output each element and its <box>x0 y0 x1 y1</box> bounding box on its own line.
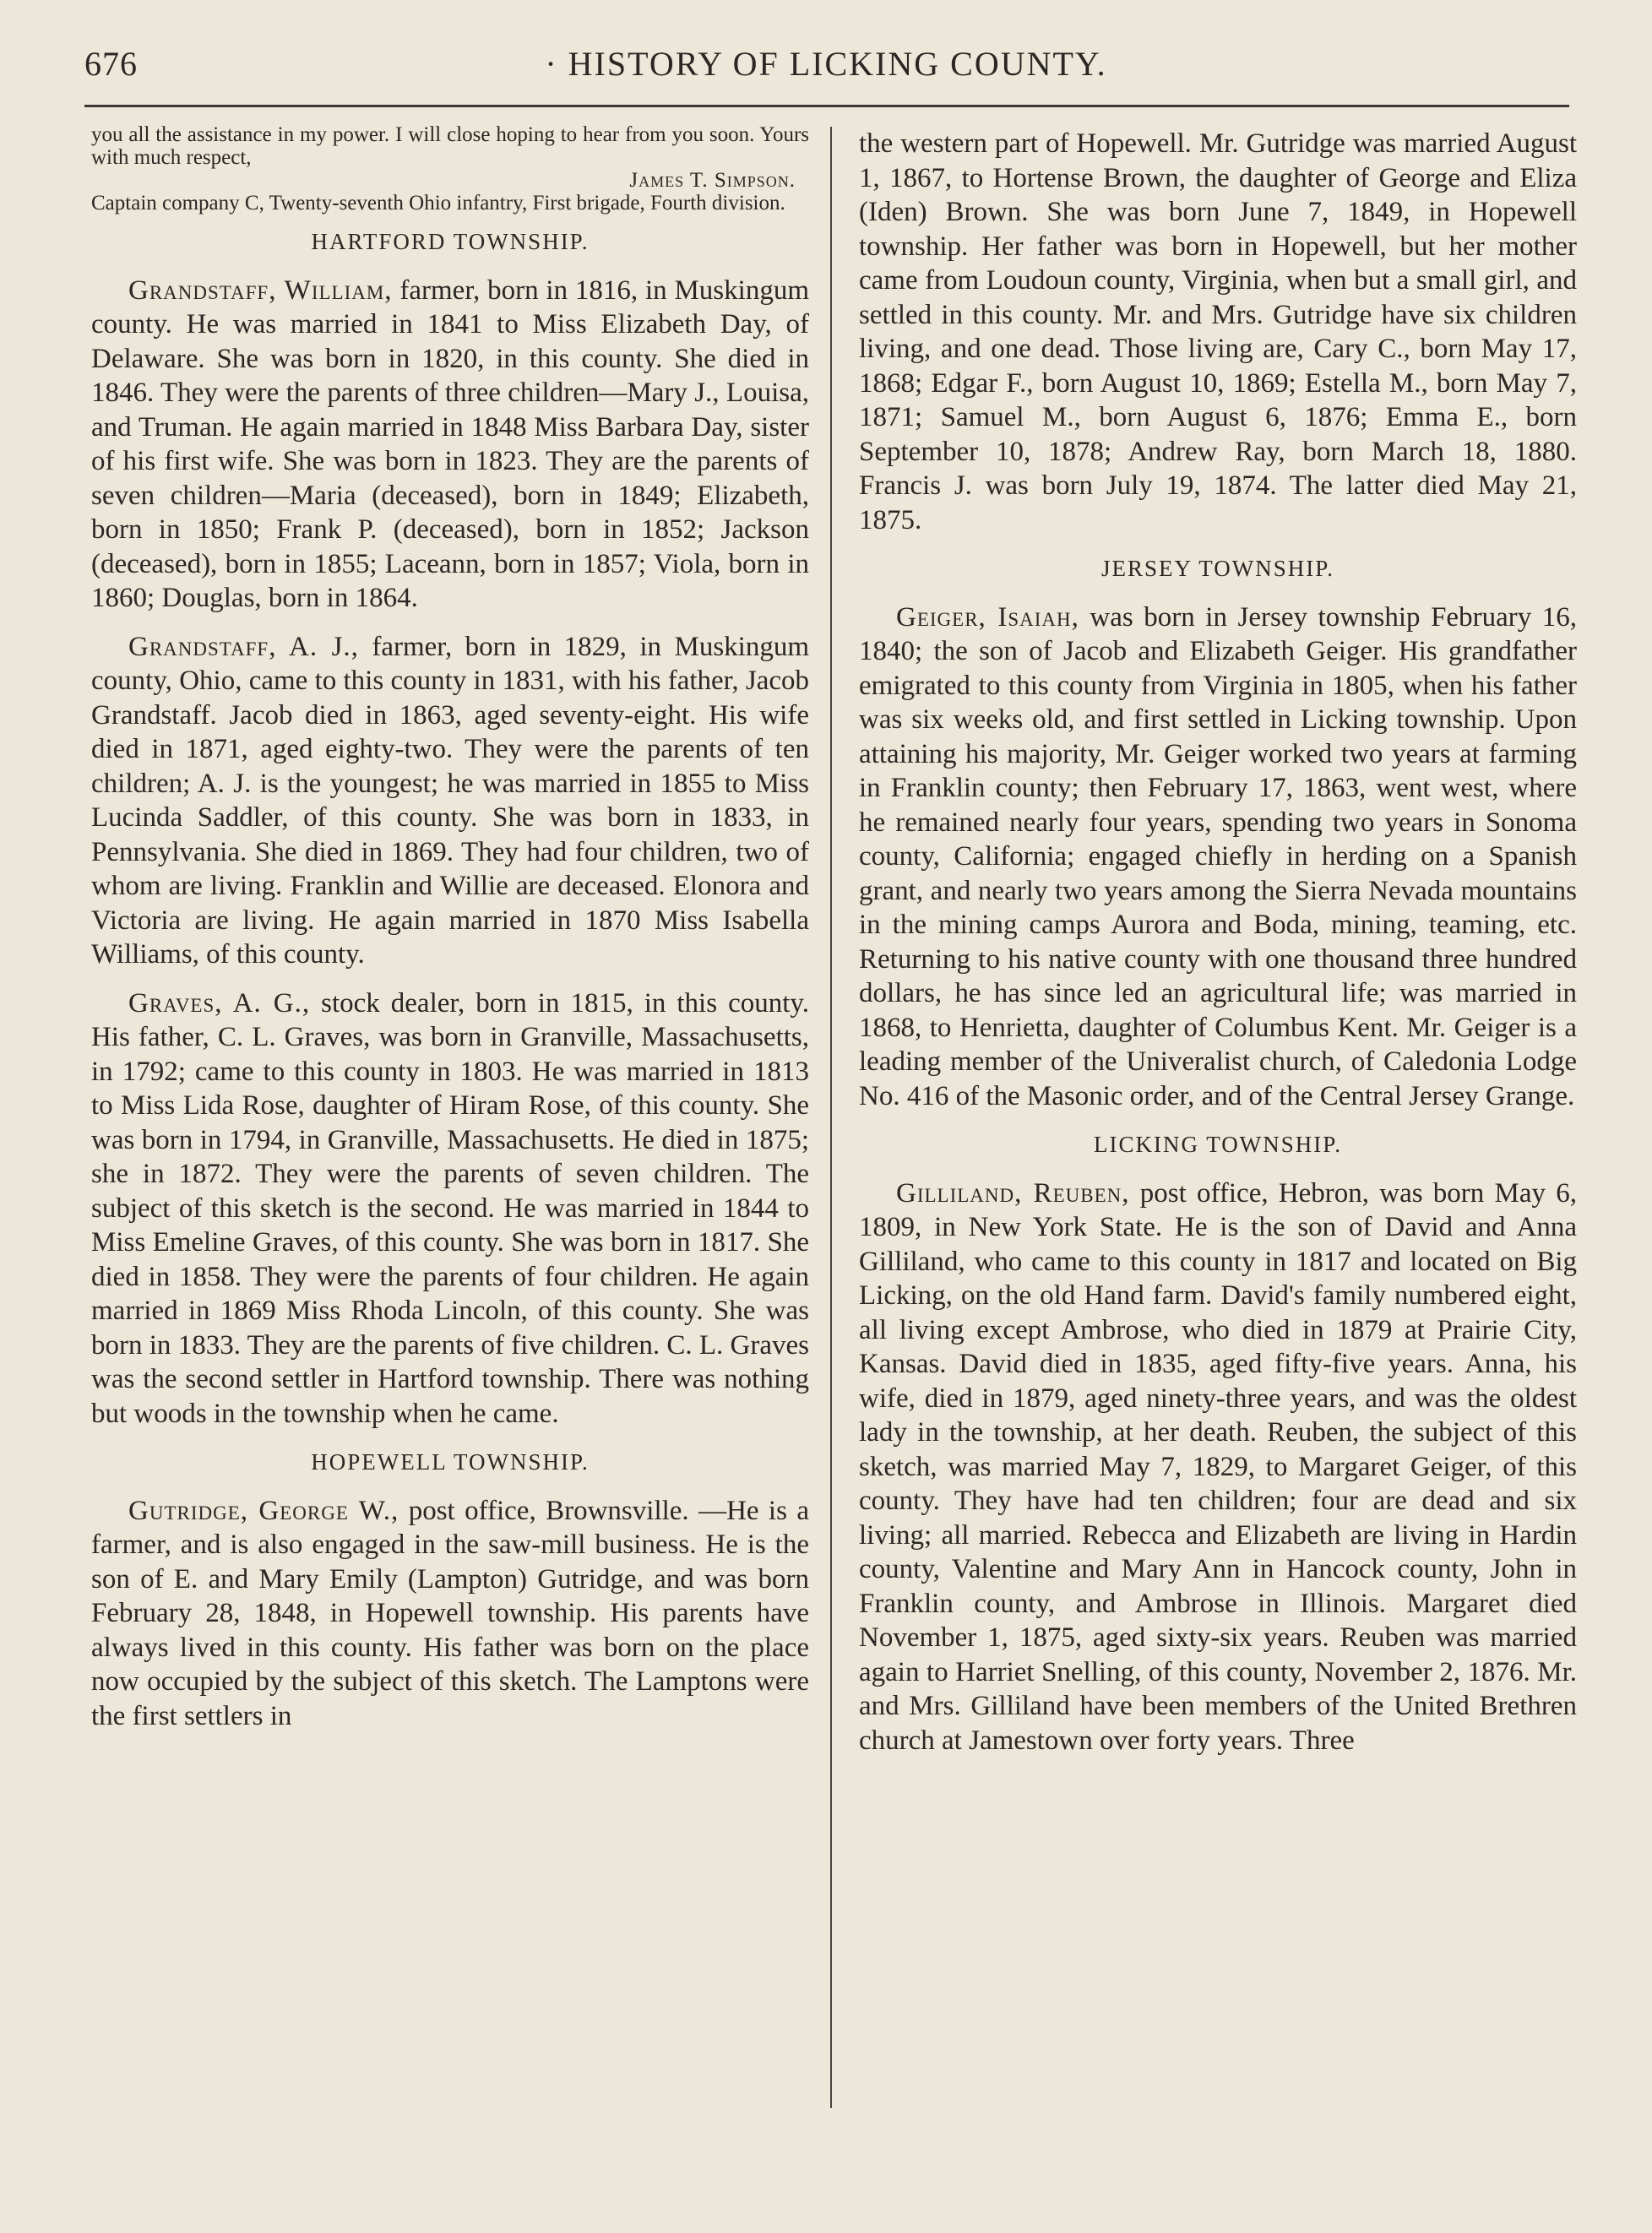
entry-name: Gutridge, George W., <box>128 1495 399 1526</box>
right-column <box>859 127 1577 1772</box>
entry-grandstaff-aj <box>91 630 809 972</box>
entry-text: post office, Hebron, was born May 6, 1809, in New York State. He is the son of David and Anna Gilliland, who came to this county in 1817 and located on Big Licking, on the old Hand farm. David's family numbered eight, all living except Ambrose, who died in 1879 at Prairie City, Kansas. David died in 1835, aged fifty-five years. Anna, his wife, died in 1879, aged ninety-three years, and was the oldest lady in the township, at her death. Reuben, the subject of this sketch, was married May 7, 1829, to Margaret Geiger, of this county. They have had ten children; four are dead and six living; all married. Rebecca and Elizabeth are living in Hardin county, Valentine and Mary Ann in Hancock county, John in Franklin county, and Ambrose in Illinois. Margaret died November 1, 1875, aged sixty-six years. Reuben was married again to Harriet Snelling, of this county, November 2, 1876. Mr. and Mrs. Gilliland have been members of the United Brethren church at Jamestown over forty years. Three <box>859 1177 1577 1756</box>
entry-name: Grandstaff, William, <box>128 274 393 306</box>
entry-graves-ag <box>91 986 809 1432</box>
left-column <box>91 123 809 1747</box>
section-heading-jersey: JERSEY TOWNSHIP. <box>1100 556 1335 581</box>
entry-text: post office, Brownsville. —He is a farmer, and is also engaged in the saw-mill business. He is the son of E. and Mary Emily (Lampton) Gutridge, and was born February 28, 1848, in Hopewell township. His parents have always lived in this county. His father was born on the place now occupied by the subject of this sketch. The Lamptons were the first settlers in <box>91 1495 809 1731</box>
entry-grandstaff-william <box>91 274 809 616</box>
letter-closing <box>91 123 809 215</box>
entry-gutridge-continued: the western part of Hopewell. Mr. Gutridge was married August 1, 1867, to Hortense Brown, the daughter of George and Eliza (Iden) Brown. She was born June 7, 1849, in Hopewell township. Her father was born in Hopewell, but her mother came from Loudoun county, Virginia, when but a small girl, and settled in this county. Mr. and Mrs. Gutridge have six children living, and one dead. Those living are, Cary C., born May 17, 1868; Edgar F., born August 10, 1869; Estella M., born May 7, 1871; Samuel M., born August 6, 1876; Emma E., born September 10, 1878; Andrew Ray, born March 18, 1880. Francis J. was born July 19, 1874. The latter died May 21, 1875. <box>859 128 1577 535</box>
section-heading-hopewell: HOPEWELL TOWNSHIP. <box>311 1449 590 1475</box>
section-heading-hartford: HARTFORD TOWNSHIP. <box>311 229 590 254</box>
column-divider <box>830 127 832 2108</box>
letter-title: Captain company C, Twenty-seventh Ohio infantry, First brigade, Fourth division. <box>91 192 785 215</box>
page-number: 676 <box>84 45 138 83</box>
running-title: · HISTORY OF LICKING COUNTY. <box>545 45 1107 83</box>
entry-gilliland-reuben <box>859 1176 1577 1758</box>
entry-name: Grandstaff, A. J., <box>128 631 359 662</box>
section-heading-licking: LICKING TOWNSHIP. <box>1093 1132 1342 1157</box>
entry-name: Geiger, Isaiah, <box>896 601 1079 633</box>
entry-geiger-isaiah <box>859 600 1577 1114</box>
letter-signature: James T. Simpson. <box>629 169 796 192</box>
entry-text: farmer, born in 1829, in Muskingum county, Ohio, came to this county in 1831, with his father, Jacob Grandstaff. Jacob died in 1863, aged seventy-eight. His wife died in 1871, aged eighty-two. They were the parents of ten children; A. J. is the youngest; he was married in 1855 to Miss Lucinda Saddler, of this county. She was born in 1833, in Pennsylvania. She died in 1869. They had four children, two of whom are living. Franklin and Willie are deceased. Elonora and Victoria are living. He again married in 1870 Miss Isabella Williams, of this county. <box>91 631 809 970</box>
entry-name: Gilliland, Reuben, <box>896 1177 1130 1209</box>
entry-gutridge-george <box>91 1494 809 1734</box>
entry-text: stock dealer, born in 1815, in this county. His father, C. L. Graves, was born in Granville, Massachusetts, in 1792; came to this county in 1803. He was married in 1813 to Miss Lida Rose, daughter of Hiram Rose, of this county. She was born in 1794, in Granville, Massachusetts. He died in 1875; she in 1872. They were the parents of seven children. The subject of this sketch is the second. He was married in 1844 to Miss Emeline Graves, of this county. She was born in 1817. She died in 1858. They were the parents of four children. He again married in 1869 Miss Rhoda Lincoln, of this county. She was born in 1833. They are the parents of five children. C. L. Graves was the second settler in Hartford township. There was nothing but woods in the township when he came. <box>91 987 809 1429</box>
header-rule <box>84 105 1569 107</box>
entry-name: Graves, A. G., <box>128 987 311 1019</box>
entry-text: farmer, born in 1816, in Muskingum county. He was married in 1841 to Miss Elizabeth Day, of Delaware. She was born in 1820, in this county. She died in 1846. They were the parents of three children—Mary J., Louisa, and Truman. He again married in 1848 Miss Barbara Day, sister of his first wife. She was born in 1823. They are the parents of seven children—Maria (deceased), born in 1849; Elizabeth, born in 1850; Frank P. (deceased), born in 1852; Jackson (deceased), born in 1855; Laceann, born in 1857; Viola, born in 1860; Douglas, born in 1864. <box>91 274 809 613</box>
entry-text: was born in Jersey township February 16, 1840; the son of Jacob and Elizabeth Geiger. His grandfather emigrated to this county from Virginia in 1805, when his father was six weeks old, and first settled in Licking township. Upon attaining his majority, Mr. Geiger worked two years at farming in Franklin county; then February 17, 1863, went west, where he remained nearly four years, spending two years in Sonoma county, California; engaged chiefly in herding on a Spanish grant, and nearly two years among the Sierra Nevada mountains in the mining camps Aurora and Boda, mining, teaming, etc. Returning to his native county with one thousand three hundred dollars, he has since led an agricultural life; was married in 1868, to Henrietta, daughter of Columbus Kent. Mr. Geiger is a leading member of the Univeralist church, of Caledonia Lodge No. 416 of the Masonic order, and of the Central Jersey Grange. <box>859 601 1577 1111</box>
letter-text: you all the assistance in my power. I will close hoping to hear from you soon. Yours with much respect, <box>91 123 809 169</box>
